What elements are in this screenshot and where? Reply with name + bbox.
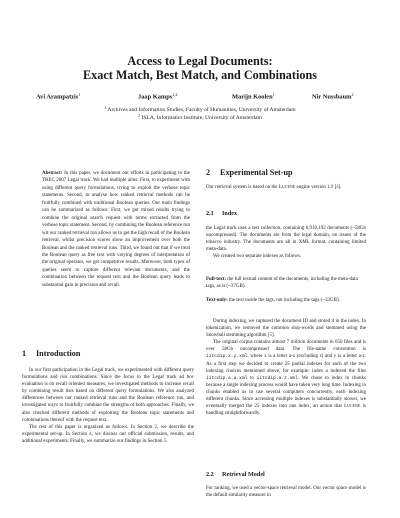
section-heading-experimental-setup: 2 Experimental Set-up xyxy=(206,168,293,177)
index-paragraph-1: the Legal track uses a test collection, containing 6,910,192 documents (~58Gb uncompressed). The documents are from the legal domain, on issues of the tobacco industry. The documents are all in XML format, containing limited meta-data. xyxy=(206,226,366,253)
index-body xyxy=(206,225,366,260)
version-link[interactable]: 1.9 xyxy=(327,185,334,190)
retrieval-model-body xyxy=(206,485,366,499)
setup-intro: Our retrieval system is based on the Lucene engine version 1.9 [4]. xyxy=(206,185,342,190)
author-3: Marijn Koolen$^1$ xyxy=(232,92,275,101)
affiliation-1: $^1$ Archives and Information Studies, Faculty of Humanities, University of Amsterdam xyxy=(104,106,296,113)
index-paragraph-2: We created two separate indexes as follows. xyxy=(213,254,302,260)
index-paragraph-4: The original corpus contains almost 7 million documents in 650 files and is over 58Gb uncompressed data. The file-name convention is iitcdip.x.y.xml, where x is a letter a-z (excluding s) and y is a letter a-z. As a first step we decided to create 25 partial indexes for each of the two indexing choices mentioned above, for example: index a indexed the files iitcdip.a.a.xml to iitcdip.a.z.xml. We chose to index in chunks because a single indexing process would have taken very long time. Indexing in chunks enabled us to use several computers concurrently, each indexing different chunks. Since accessing multiple indexes is substantially slower, we eventually merged the 25 indexes into one index, an action that Lucene is handling straightforwardly. xyxy=(206,340,366,417)
section-heading-introduction: 1 Introduction xyxy=(22,349,81,358)
abstract-text: In this paper, we document our efforts in participating to the TREC 2007 Legal track. We had multiple aims: First, to experiment with using different query formulations, trying to exploit the verbose topic statements. Second, to analyse how ranked retrieval methods can be fruitfully combined with traditional Boolean queries. Our main findings can be summarized as follows: First, we got mixed results trying to combine the original search request with terms extracted from the verbose topic statement. Second, by combining the Boolean reference run wit our ranked retrieval run allows us to get the high recall of the Boolean retrieval, whilst precision scores show an improvement over both the Boolean and the ranked retrieval runs. Third, we found out that if we treat the Boolean query as free text with varying degrees of interpretation of the original operator, we get competitive results. Moreover, both types of queries seem to capture different relevant documents, and the combination between the request text and the Boolean query leads to substantial gain in precision and recall. xyxy=(42,171,191,288)
subsection-heading-retrieval-model: 2.2 Retrieval Model xyxy=(206,471,265,478)
section-ref-link[interactable]: 4 xyxy=(89,431,92,437)
author-2: Jaap Kamps$^{1,2}$ xyxy=(138,92,178,101)
index-paragraph-3: During indexing, we captured the document ID and stored it in the index. In tokenization, we removed the common stop-words and stemmed using the Snowball stemming algorithm [5]. xyxy=(206,319,366,339)
intro-paragraph-1: In our first participation in the Legal track, we experimented with different query formulations and run combinations. Since the focus in the Legal track ad hoc evaluation is on recall oriented measures, we investigated methods to increase recall by combining result lists based on different query formulations. We also analyzed differences between our ranked retrieval runs and the Boolean reference run, and investigated ways to fruitfully combine the strengths of both approaches. Finally, we also checked different methods of exploiting the Boolean topic statements and combinations thereof with the request text. xyxy=(22,368,194,423)
author-1: Avi Arampatzis$^1$ xyxy=(36,92,81,101)
paper-title-line-2: Exact Match, Best Match, and Combinations xyxy=(83,68,317,82)
abstract xyxy=(42,170,190,289)
introduction-body xyxy=(22,367,194,445)
abstract-label: Abstract: xyxy=(42,171,63,176)
retrieval-paragraph-1: For ranking, we used a vector-space retrieval model. Our vector space model is the default similarity measure in xyxy=(206,486,366,499)
author-4: Nir Nussbaum$^2$ xyxy=(312,92,354,101)
section-ref-link[interactable]: 5 xyxy=(163,438,167,444)
intro-paragraph-2: The rest of this paper is organized as follows. In Section 2, we describe the experimental set-up. In Section 4, we discuss our official submission, results, and additional experiments. Finally, we summarize our findings in Section 5. xyxy=(22,424,194,444)
citation-link[interactable]: 5 xyxy=(269,333,272,339)
fulltext-definition: Full-text: the full textual content of the documents, including the meta-data tags, as is (~37GB). xyxy=(206,277,358,290)
affiliation-2: $^2$ ISLA, Informatics Institute, University of Amsterdam xyxy=(138,114,262,121)
citation-link[interactable]: 4 xyxy=(336,185,339,190)
textonly-definition: Text-only: the text inside the tags, not including the tags (~33GB). xyxy=(206,298,340,303)
section-ref-link[interactable]: 2 xyxy=(154,424,158,430)
paper-title-line-1: Access to Legal Documents: xyxy=(127,54,273,68)
index-body-continued xyxy=(206,318,366,417)
subsection-heading-index: 2.1 Index xyxy=(206,210,238,217)
